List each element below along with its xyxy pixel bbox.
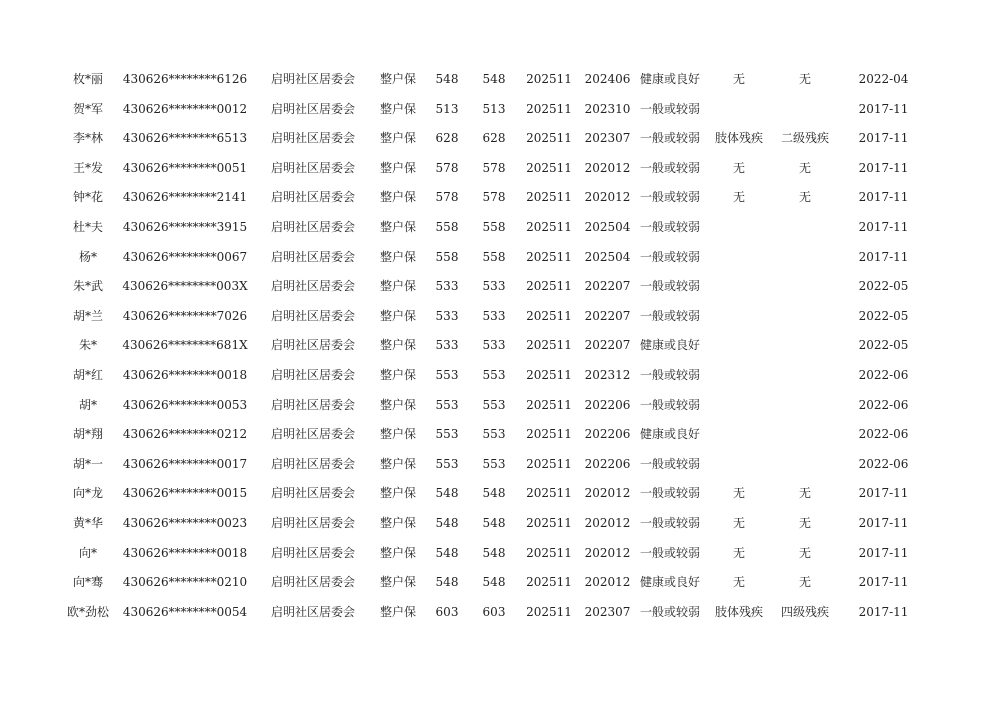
table-row [60, 598, 930, 628]
cell-disability-level: 二级残疾 [780, 131, 829, 146]
cell-start-date: 2017-11 [858, 486, 909, 501]
cell-community: 启明社区居委会 [270, 308, 355, 323]
cell-start-date: 2017-11 [858, 160, 909, 175]
cell-assistance-type: 整户保 [379, 72, 416, 86]
cell-disability-level [773, 243, 837, 273]
cell-assistance-type: 整户保 [379, 131, 416, 146]
cell-id-number: 430626********0067 [122, 249, 248, 264]
cell-name: 向*龙 [72, 486, 103, 501]
cell-amount-a: 548 [435, 575, 459, 590]
cell-amount-a: 553 [435, 397, 459, 412]
cell-disability-level: 无 [798, 160, 811, 175]
cell-start-date: 2022-05 [858, 338, 909, 353]
cell-community: 启明社区居委会 [270, 515, 355, 530]
table-row [60, 479, 930, 509]
cell-disability-type [705, 95, 773, 125]
cell-name: 向* [78, 545, 97, 560]
cell-name: 胡*红 [72, 367, 103, 382]
cell-amount-b: 553 [482, 427, 506, 442]
cell-community: 启明社区居委会 [270, 397, 355, 412]
cell-amount-b: 548 [482, 486, 506, 501]
cell-id-number: 430626********0017 [122, 456, 248, 471]
cell-assistance-type: 整户保 [379, 575, 416, 590]
cell-id-number: 430626********0054 [122, 604, 248, 619]
cell-id-number: 430626********6126 [122, 72, 248, 86]
cell-period-end: 202511 [526, 575, 572, 590]
cell-id-number: 430626********0015 [122, 486, 248, 501]
cell-health-status: 一般或较弱 [639, 160, 700, 175]
cell-disability-type [705, 243, 773, 273]
cell-period-start: 202012 [584, 545, 631, 560]
cell-id-number: 430626********0210 [122, 575, 248, 590]
cell-start-date: 2022-06 [858, 427, 909, 442]
cell-name: 胡*兰 [72, 308, 103, 323]
cell-amount-b: 533 [482, 279, 506, 294]
table-row [60, 154, 930, 184]
cell-period-start: 202207 [584, 279, 631, 294]
cell-name: 枚*丽 [72, 72, 103, 86]
cell-period-end: 202511 [526, 160, 572, 175]
cell-start-date: 2017-11 [858, 101, 909, 116]
table-row [60, 183, 930, 213]
cell-start-date: 2017-11 [858, 131, 909, 146]
cell-period-start: 202012 [584, 160, 631, 175]
cell-community: 启明社区居委会 [270, 72, 355, 86]
cell-period-start: 202307 [584, 604, 631, 619]
cell-community: 启明社区居委会 [270, 604, 355, 619]
cell-health-status: 一般或较弱 [639, 515, 700, 530]
cell-disability-level [773, 95, 837, 125]
cell-disability-type [705, 272, 773, 302]
cell-period-start: 202504 [584, 249, 631, 264]
cell-period-end: 202511 [526, 486, 572, 501]
cell-amount-b: 603 [482, 604, 506, 619]
cell-disability-type: 无 [732, 72, 745, 86]
cell-health-status: 一般或较弱 [639, 397, 700, 412]
cell-period-end: 202511 [526, 604, 572, 619]
cell-period-end: 202511 [526, 456, 572, 471]
cell-community: 启明社区居委会 [270, 190, 355, 205]
cell-amount-b: 533 [482, 338, 506, 353]
cell-disability-level [773, 420, 837, 450]
cell-community: 启明社区居委会 [270, 131, 355, 146]
cell-start-date: 2022-04 [858, 72, 909, 86]
cell-period-end: 202511 [526, 308, 572, 323]
cell-community: 启明社区居委会 [270, 279, 355, 294]
cell-amount-a: 533 [435, 308, 459, 323]
cell-assistance-type: 整户保 [379, 190, 416, 205]
cell-disability-level [773, 213, 837, 243]
cell-period-end: 202511 [526, 367, 572, 382]
cell-id-number: 430626********7026 [122, 308, 248, 323]
cell-name: 胡*翔 [72, 427, 103, 442]
cell-health-status: 一般或较弱 [639, 367, 700, 382]
cell-community: 启明社区居委会 [270, 101, 355, 116]
cell-start-date: 2017-11 [858, 219, 909, 234]
cell-assistance-type: 整户保 [379, 101, 416, 116]
cell-disability-type: 无 [732, 575, 745, 590]
cell-health-status: 一般或较弱 [639, 486, 700, 501]
cell-start-date: 2022-05 [858, 279, 909, 294]
cell-disability-type [705, 302, 773, 332]
table-row [60, 539, 930, 569]
cell-disability-level [773, 302, 837, 332]
cell-disability-level: 无 [798, 486, 811, 501]
cell-disability-level: 无 [798, 575, 811, 590]
cell-disability-level: 无 [798, 72, 811, 86]
cell-amount-b: 513 [482, 101, 506, 116]
cell-start-date: 2022-05 [858, 308, 909, 323]
cell-health-status: 一般或较弱 [639, 604, 700, 619]
cell-id-number: 430626********0023 [122, 515, 248, 530]
cell-period-start: 202207 [584, 308, 631, 323]
cell-name: 朱* [78, 338, 97, 353]
cell-amount-a: 533 [435, 279, 459, 294]
cell-assistance-type: 整户保 [379, 397, 416, 412]
cell-community: 启明社区居委会 [270, 486, 355, 501]
cell-disability-type: 无 [732, 545, 745, 560]
cell-amount-a: 578 [435, 160, 459, 175]
cell-disability-level: 无 [798, 515, 811, 530]
cell-disability-level: 无 [798, 545, 811, 560]
table-row [60, 420, 930, 450]
cell-id-number: 430626********0012 [122, 101, 248, 116]
cell-name: 欧*劲松 [66, 604, 109, 619]
table-row [60, 213, 930, 243]
cell-period-start: 202406 [584, 72, 631, 86]
cell-period-start: 202012 [584, 486, 631, 501]
cell-name: 贺*军 [72, 101, 103, 116]
cell-disability-type: 肢体残疾 [714, 604, 763, 619]
cell-start-date: 2017-11 [858, 545, 909, 560]
cell-disability-type [705, 361, 773, 391]
cell-health-status: 一般或较弱 [639, 219, 700, 234]
cell-amount-b: 558 [482, 249, 506, 264]
cell-name: 杜*夫 [72, 219, 103, 234]
cell-start-date: 2022-06 [858, 456, 909, 471]
table-row [60, 450, 930, 480]
cell-health-status: 一般或较弱 [639, 545, 700, 560]
cell-community: 启明社区居委会 [270, 427, 355, 442]
cell-name: 黄*华 [72, 515, 103, 530]
cell-amount-a: 533 [435, 338, 459, 353]
cell-amount-a: 553 [435, 367, 459, 382]
records-body [60, 65, 930, 627]
cell-start-date: 2017-11 [858, 575, 909, 590]
cell-period-start: 202012 [584, 190, 631, 205]
cell-disability-level [773, 450, 837, 480]
cell-period-end: 202511 [526, 397, 572, 412]
cell-assistance-type: 整户保 [379, 456, 416, 471]
cell-disability-type: 无 [732, 486, 745, 501]
cell-health-status: 健康或良好 [639, 575, 700, 590]
cell-period-start: 202312 [584, 367, 631, 382]
cell-amount-b: 578 [482, 190, 506, 205]
cell-community: 启明社区居委会 [270, 456, 355, 471]
table-row [60, 272, 930, 302]
cell-community: 启明社区居委会 [270, 160, 355, 175]
cell-id-number: 430626********681X [122, 338, 248, 353]
cell-name: 王*发 [72, 160, 103, 175]
cell-amount-a: 603 [435, 604, 459, 619]
cell-period-end: 202511 [526, 131, 572, 146]
cell-id-number: 430626********003X [122, 279, 248, 294]
cell-health-status: 健康或良好 [639, 72, 700, 86]
table-row [60, 361, 930, 391]
cell-name: 朱*武 [72, 279, 103, 294]
cell-period-end: 202511 [526, 219, 572, 234]
cell-disability-type: 肢体残疾 [714, 131, 763, 146]
cell-assistance-type: 整户保 [379, 279, 416, 294]
cell-assistance-type: 整户保 [379, 486, 416, 501]
cell-period-start: 202504 [584, 219, 631, 234]
cell-health-status: 一般或较弱 [639, 131, 700, 146]
cell-amount-a: 548 [435, 72, 459, 86]
cell-assistance-type: 整户保 [379, 367, 416, 382]
cell-start-date: 2022-06 [858, 367, 909, 382]
cell-amount-b: 548 [482, 545, 506, 560]
records-table [60, 65, 930, 627]
cell-period-start: 202310 [584, 101, 631, 116]
cell-id-number: 430626********0212 [122, 427, 248, 442]
cell-amount-a: 558 [435, 219, 459, 234]
cell-assistance-type: 整户保 [379, 604, 416, 619]
cell-amount-b: 548 [482, 575, 506, 590]
cell-amount-a: 578 [435, 190, 459, 205]
cell-health-status: 一般或较弱 [639, 456, 700, 471]
cell-disability-type: 无 [732, 515, 745, 530]
cell-id-number: 430626********3915 [122, 219, 248, 234]
cell-period-end: 202511 [526, 249, 572, 264]
cell-period-start: 202012 [584, 515, 631, 530]
cell-amount-a: 548 [435, 486, 459, 501]
cell-community: 启明社区居委会 [270, 249, 355, 264]
cell-start-date: 2017-11 [858, 515, 909, 530]
cell-assistance-type: 整户保 [379, 219, 416, 234]
cell-start-date: 2017-11 [858, 190, 909, 205]
cell-health-status: 一般或较弱 [639, 190, 700, 205]
cell-period-end: 202511 [526, 101, 572, 116]
cell-health-status: 一般或较弱 [639, 279, 700, 294]
cell-period-start: 202307 [584, 131, 631, 146]
cell-disability-type: 无 [732, 160, 745, 175]
cell-period-start: 202206 [584, 427, 631, 442]
cell-name: 胡*一 [72, 456, 103, 471]
cell-id-number: 430626********6513 [122, 131, 248, 146]
cell-community: 启明社区居委会 [270, 545, 355, 560]
cell-period-end: 202511 [526, 338, 572, 353]
cell-disability-type: 无 [732, 190, 745, 205]
cell-amount-b: 578 [482, 160, 506, 175]
cell-amount-a: 548 [435, 545, 459, 560]
cell-amount-b: 548 [482, 72, 506, 86]
cell-community: 启明社区居委会 [270, 367, 355, 382]
cell-id-number: 430626********0018 [122, 367, 248, 382]
cell-id-number: 430626********0018 [122, 545, 248, 560]
table-row [60, 331, 930, 361]
cell-disability-level: 无 [798, 190, 811, 205]
cell-amount-b: 628 [482, 131, 506, 146]
table-row [60, 568, 930, 598]
cell-assistance-type: 整户保 [379, 545, 416, 560]
cell-assistance-type: 整户保 [379, 249, 416, 264]
cell-name: 钟*花 [72, 190, 103, 205]
cell-amount-b: 558 [482, 219, 506, 234]
table-row [60, 509, 930, 539]
cell-disability-type [705, 420, 773, 450]
cell-assistance-type: 整户保 [379, 427, 416, 442]
cell-community: 启明社区居委会 [270, 219, 355, 234]
cell-amount-a: 553 [435, 427, 459, 442]
cell-amount-a: 553 [435, 456, 459, 471]
cell-name: 向*骞 [72, 575, 103, 590]
cell-assistance-type: 整户保 [379, 308, 416, 323]
cell-amount-b: 553 [482, 456, 506, 471]
cell-health-status: 健康或良好 [639, 338, 700, 353]
cell-health-status: 健康或良好 [639, 427, 700, 442]
cell-period-end: 202511 [526, 545, 572, 560]
cell-assistance-type: 整户保 [379, 515, 416, 530]
cell-period-start: 202012 [584, 575, 631, 590]
cell-disability-level [773, 391, 837, 421]
cell-disability-type [705, 391, 773, 421]
cell-id-number: 430626********2141 [122, 190, 248, 205]
cell-id-number: 430626********0051 [122, 160, 248, 175]
cell-amount-a: 548 [435, 515, 459, 530]
table-row [60, 391, 930, 421]
cell-amount-a: 513 [435, 101, 459, 116]
cell-period-end: 202511 [526, 72, 572, 86]
cell-id-number: 430626********0053 [122, 397, 248, 412]
cell-amount-a: 558 [435, 249, 459, 264]
table-row [60, 302, 930, 332]
table-row [60, 95, 930, 125]
cell-disability-level: 四级残疾 [780, 604, 829, 619]
cell-disability-type [705, 331, 773, 361]
cell-amount-b: 553 [482, 367, 506, 382]
cell-community: 启明社区居委会 [270, 575, 355, 590]
cell-start-date: 2017-11 [858, 604, 909, 619]
cell-period-end: 202511 [526, 279, 572, 294]
cell-name: 李*林 [72, 131, 103, 146]
cell-disability-level [773, 331, 837, 361]
cell-start-date: 2022-06 [858, 397, 909, 412]
cell-start-date: 2017-11 [858, 249, 909, 264]
cell-assistance-type: 整户保 [379, 160, 416, 175]
cell-period-start: 202206 [584, 456, 631, 471]
cell-amount-b: 553 [482, 397, 506, 412]
cell-disability-level [773, 272, 837, 302]
cell-community: 启明社区居委会 [270, 338, 355, 353]
cell-disability-level [773, 361, 837, 391]
cell-period-start: 202206 [584, 397, 631, 412]
cell-period-start: 202207 [584, 338, 631, 353]
table-row [60, 124, 930, 154]
cell-assistance-type: 整户保 [379, 338, 416, 353]
table-row [60, 243, 930, 273]
cell-health-status: 一般或较弱 [639, 249, 700, 264]
cell-amount-a: 628 [435, 131, 459, 146]
cell-health-status: 一般或较弱 [639, 101, 700, 116]
cell-health-status: 一般或较弱 [639, 308, 700, 323]
cell-amount-b: 533 [482, 308, 506, 323]
cell-period-end: 202511 [526, 427, 572, 442]
cell-name: 胡* [78, 397, 97, 412]
cell-disability-type [705, 450, 773, 480]
cell-disability-type [705, 213, 773, 243]
cell-period-end: 202511 [526, 515, 572, 530]
cell-period-end: 202511 [526, 190, 572, 205]
table-row [60, 65, 930, 95]
cell-name: 杨* [78, 249, 97, 264]
cell-amount-b: 548 [482, 515, 506, 530]
